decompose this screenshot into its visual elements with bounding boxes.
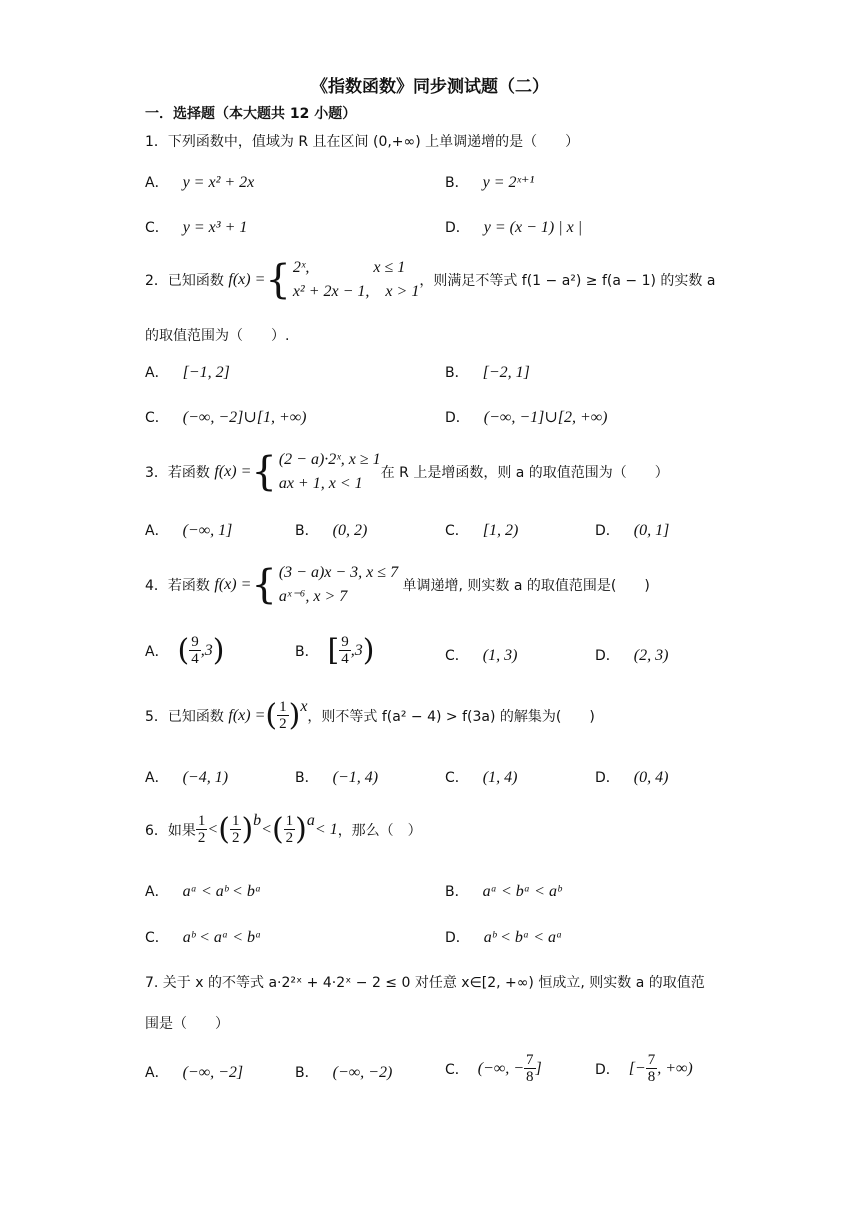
- q5-option-c: C． (1, 4): [445, 769, 518, 786]
- question-2-stem-line2: 的取值范围为（ ）.: [145, 328, 290, 344]
- q1-option-d: D． y = (x − 1) | x |: [445, 219, 583, 236]
- q1-option-b: B． y = 2ˣ⁺¹: [445, 174, 535, 191]
- page-title: 《指数函数》同步测试题（二）: [311, 77, 549, 97]
- q6-option-c: C． aᵇ < aᵃ < bᵃ: [145, 929, 262, 946]
- q7-option-c: C． (−∞, − $\frac{7}{8}$ ]: [445, 1052, 542, 1085]
- q2-option-b: B． [−2, 1]: [445, 364, 530, 381]
- q1-option-c: C． y = x³ + 1: [145, 219, 248, 236]
- question-7-stem: 7. 关于 x 的不等式 a·2²ˣ + 4·2ˣ − 2 ≤ 0 对任意 x∈[2, +∞) 恒成立, 则实数 a 的取值范: [145, 975, 705, 991]
- q5-option-b: B． (−1, 4): [295, 769, 379, 786]
- question-6-stem: 6．如果 $\frac{1}{2}$ < ( $\frac{1}{2}$ ) b < ( $\frac{1}{2}$ ) a < 1 ，那么（ ）: [145, 812, 422, 847]
- q7-option-a: A． (−∞, −2]: [145, 1064, 244, 1081]
- question-3-stem: 3．若函数 f(x) = { (2 − a)·2ˣ, x ≥ 1 ax + 1, x < 1 在 R 上是增函数，则 a 的取值范围为（ ）: [145, 449, 669, 495]
- question-5-stem: 5．已知函数 f(x) = ( $\frac{1}{2}$ ) x ，则不等式 f(a² − 4) > f(3a) 的解集为( ): [145, 698, 595, 733]
- question-7-stem-line2: 围是（ ）: [145, 1016, 229, 1032]
- q3-option-d: D． (0, 1]: [595, 522, 670, 539]
- q4-option-c: C． (1, 3): [445, 647, 518, 664]
- q2-option-a: A． [−1, 2]: [145, 364, 230, 381]
- q4-option-d: D． (2, 3): [595, 647, 669, 664]
- question-4-stem: 4．若函数 f(x) = { (3 − a)x − 3, x ≤ 7 aˣ⁻⁶, x > 7 单调递增, 则实数 a 的取值范围是( ): [145, 562, 650, 608]
- q6-option-b: B． aᵃ < bᵃ < aᵇ: [445, 883, 562, 900]
- question-1-stem: 1．下列函数中，值域为 R 且在区间 (0,+∞) 上单调递增的是（ ）: [145, 134, 580, 150]
- question-2-stem: 2．已知函数 f(x) = { 2ˣ, x ≤ 1 x² + 2x − 1, x > 1 ，则满足不等式 f(1 − a²) ≥ f(a − 1) 的实数 a: [145, 257, 716, 303]
- q4-option-a: A． ( $\frac{9}{4}$ ,3 ): [145, 633, 225, 668]
- q6-option-d: D． aᵇ < bᵃ < aᵃ: [445, 929, 563, 946]
- q1-option-a: A． y = x² + 2x: [145, 174, 255, 191]
- q5-option-d: D． (0, 4): [595, 769, 669, 786]
- q5-option-a: A． (−4, 1): [145, 769, 229, 786]
- section-heading: 一．选择题（本大题共 12 小题）: [145, 106, 357, 122]
- q2-option-d: D． (−∞, −1]∪[2, +∞): [445, 409, 608, 426]
- q7-option-d: D． [− $\frac{7}{8}$ , +∞): [595, 1052, 693, 1085]
- q7-option-b: B． (−∞, −2): [295, 1064, 393, 1081]
- q4-option-b: B． [ $\frac{9}{4}$ ,3 ): [295, 633, 375, 668]
- q6-option-a: A． aᵃ < aᵇ < bᵃ: [145, 883, 262, 900]
- q3-option-b: B． (0, 2): [295, 522, 368, 539]
- q2-option-c: C． (−∞, −2]∪[1, +∞): [145, 409, 307, 426]
- q3-option-a: A． (−∞, 1]: [145, 522, 233, 539]
- q3-option-c: C． [1, 2): [445, 522, 519, 539]
